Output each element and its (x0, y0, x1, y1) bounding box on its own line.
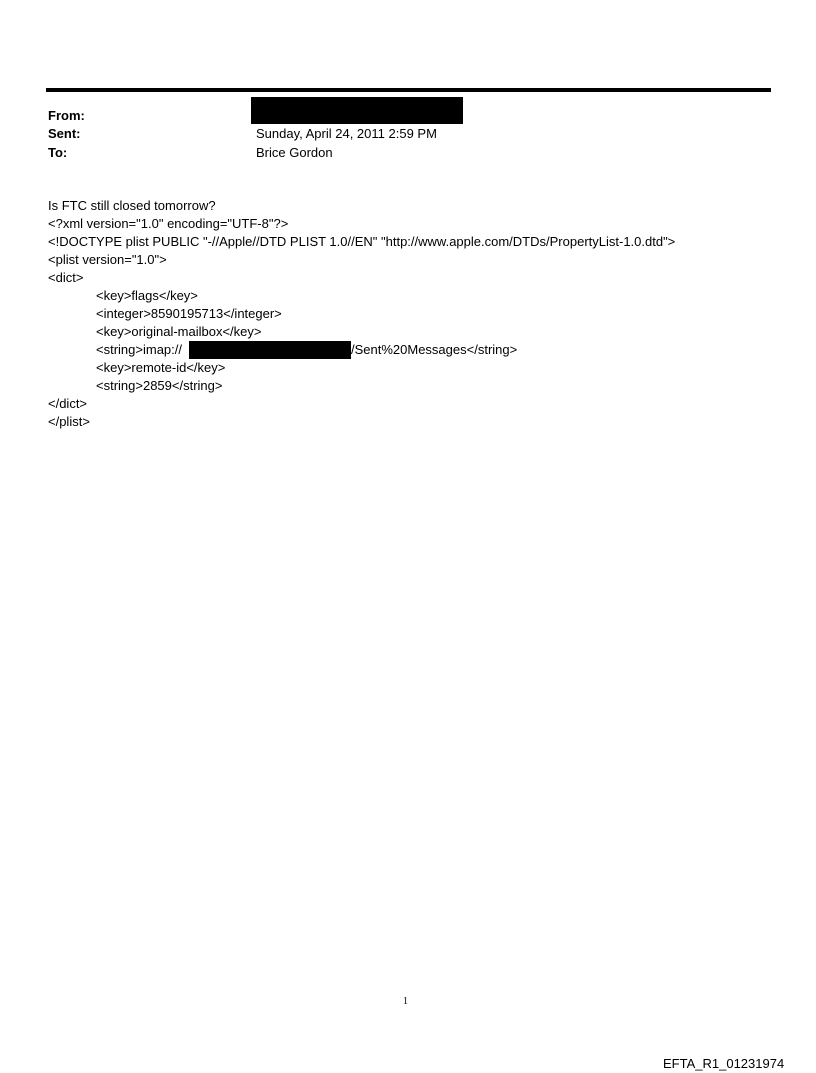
bates-number: EFTA_R1_01231974 (663, 1056, 785, 1071)
mailbox-redaction (189, 341, 351, 359)
message-line: <key>original-mailbox</key> (96, 324, 262, 339)
message-line: <?xml version="1.0" encoding="UTF-8"?> (48, 216, 289, 231)
message-line: </plist> (48, 414, 90, 429)
sent-value: Sunday, April 24, 2011 2:59 PM (256, 126, 437, 141)
to-value: Brice Gordon (256, 145, 333, 160)
message-line: /Sent%20Messages</string> (351, 342, 518, 357)
page-number: 1 (403, 996, 408, 1007)
header-rule (46, 88, 771, 92)
message-line: <dict> (48, 270, 84, 285)
from-label: From: (48, 108, 85, 123)
message-line: </dict> (48, 396, 88, 411)
sent-label: Sent: (48, 126, 81, 141)
to-label: To: (48, 145, 68, 160)
message-line: <!DOCTYPE plist PUBLIC "-//Apple//DTD PLIST 1.0//EN" "http://www.apple.com/DTDs/PropertyList-1.0.dtd"> (48, 234, 676, 249)
message-line: Is FTC still closed tomorrow? (48, 198, 216, 213)
message-line: <key>flags</key> (96, 288, 198, 303)
from-redaction (251, 97, 463, 124)
message-line: <string>2859</string> (96, 378, 223, 393)
message-line: <string>imap:// (96, 342, 182, 357)
message-line: <key>remote-id</key> (96, 360, 226, 375)
message-line: <plist version="1.0"> (48, 252, 167, 267)
message-line: <integer>8590195713</integer> (96, 306, 282, 321)
